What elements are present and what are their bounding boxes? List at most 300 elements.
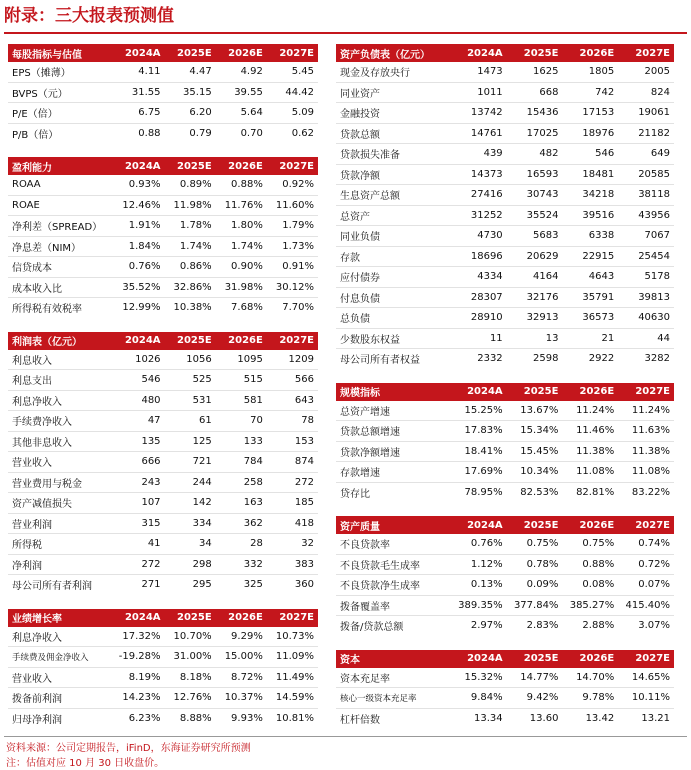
row-value: 35791 [562, 287, 618, 308]
row-label: 手续费及佣金净收入 [8, 647, 113, 668]
row-value: 9.78% [562, 688, 618, 709]
year-header: 2026E [562, 383, 618, 401]
row-value: 47 [113, 411, 164, 432]
row-label: ROAE [8, 195, 113, 216]
row-value: 31252 [451, 205, 507, 226]
row-value: 0.72% [618, 554, 674, 575]
row-label: 总负债 [336, 308, 451, 329]
row-value: 83.22% [631, 486, 670, 498]
table-row [336, 267, 674, 288]
table-row [8, 452, 318, 473]
row-value: 34 [165, 534, 216, 555]
year-header: 2025E [507, 383, 563, 401]
right-table-3 [336, 650, 674, 729]
table-row [336, 441, 674, 462]
row-label: P/E（倍） [8, 103, 113, 124]
row-value: 1095 [216, 350, 267, 370]
row-value: 0.78% [507, 554, 563, 575]
title-divider [4, 32, 687, 34]
row-label: 同业负债 [336, 226, 451, 247]
row-label: 营业费用与税金 [8, 472, 113, 493]
row-value: 28 [216, 534, 267, 555]
row-value: 21 [562, 328, 618, 349]
table-row [8, 62, 318, 82]
row-value: 4.47 [165, 62, 216, 82]
year-header: 2024A [113, 609, 164, 627]
table-row [8, 411, 318, 432]
row-value: 581 [216, 390, 267, 411]
row-value: 480 [113, 390, 164, 411]
year-header: 2025E [507, 44, 563, 62]
row-value: 272 [113, 554, 164, 575]
table-row [8, 647, 318, 668]
row-value: 82.81% [576, 486, 615, 498]
table-row [8, 627, 318, 647]
row-value: 27416 [451, 185, 507, 206]
row-value: 258 [216, 472, 267, 493]
row-value: 31.55 [113, 82, 164, 103]
row-value: 4334 [451, 267, 507, 288]
row-value: 9.42% [507, 688, 563, 709]
row-value: 546 [562, 144, 618, 165]
row-label: 所得税有效税率 [12, 304, 82, 316]
row-value: 666 [113, 452, 164, 473]
row-label: 拨备前利润 [8, 688, 113, 709]
row-value: 17025 [507, 123, 563, 144]
table-row [336, 575, 674, 596]
row-label: 资本充足率 [336, 668, 451, 688]
row-value: 1026 [113, 350, 164, 370]
year-header: 2025E [507, 650, 563, 668]
row-value: 0.88% [216, 175, 267, 195]
table-row [8, 236, 318, 257]
row-label: 母公司所有者利润 [12, 581, 92, 593]
row-value: 13.34 [474, 712, 503, 724]
row-label: 拨备/贷款总额 [340, 622, 404, 634]
row-value: 14.23% [113, 688, 164, 709]
table-row [8, 575, 318, 595]
row-value: 13.67% [507, 401, 563, 421]
row-value: 15.34% [507, 421, 563, 442]
year-header: 2024A [113, 332, 164, 350]
table-row [336, 554, 674, 575]
row-label: P/B（倍） [12, 129, 59, 141]
row-value: 721 [165, 452, 216, 473]
row-value: 13.60 [529, 712, 559, 724]
row-value: 2922 [588, 353, 615, 365]
year-header: 2026E [562, 650, 618, 668]
row-value: 418 [267, 513, 318, 534]
row-value: 1.74% [216, 236, 267, 257]
table-row [336, 401, 674, 421]
year-header: 2025E [165, 332, 216, 350]
table-header-row [8, 157, 318, 175]
row-label: 应付债券 [336, 267, 451, 288]
row-value: 32176 [507, 287, 563, 308]
row-label: 贷存比 [340, 488, 370, 500]
row-value: 515 [216, 370, 267, 391]
row-value: 25454 [618, 246, 674, 267]
row-label: 贷款净额增速 [336, 441, 451, 462]
table-row [336, 668, 674, 688]
row-value: 44.42 [267, 82, 318, 103]
row-value: 0.91% [267, 257, 318, 278]
table-header-row [8, 609, 318, 627]
row-value: 7.70% [282, 302, 314, 314]
row-value: 295 [192, 579, 212, 591]
row-value: 34218 [562, 185, 618, 206]
table-row [8, 298, 318, 318]
right-table-1 [336, 383, 674, 503]
row-value: 20629 [507, 246, 563, 267]
row-label: 净利差（SPREAD） [8, 216, 113, 237]
table-row [336, 349, 674, 369]
row-value: 643 [267, 390, 318, 411]
row-value: 0.13% [451, 575, 507, 596]
row-value: 22915 [562, 246, 618, 267]
row-value: 0.86% [165, 257, 216, 278]
row-label: 利息净收入 [8, 627, 113, 647]
table-row [336, 123, 674, 144]
row-value: 298 [165, 554, 216, 575]
row-value: 1.91% [113, 216, 164, 237]
row-label: 不良贷款率 [336, 534, 451, 554]
row-value: 531 [165, 390, 216, 411]
table-row [336, 226, 674, 247]
row-value: 5683 [507, 226, 563, 247]
table-gap [8, 318, 318, 332]
table-row [336, 421, 674, 442]
row-label: 同业资产 [336, 82, 451, 103]
row-value: 61 [165, 411, 216, 432]
table-row [8, 708, 318, 728]
year-header: 2024A [451, 650, 507, 668]
row-value: 107 [113, 493, 164, 514]
table-row [8, 257, 318, 278]
row-value: 668 [507, 82, 563, 103]
row-value: 0.79 [189, 127, 212, 139]
year-header: 2026E [216, 609, 267, 627]
row-value: 6.20 [165, 103, 216, 124]
table-row [8, 667, 318, 688]
row-value: 315 [113, 513, 164, 534]
row-value: 12.99% [122, 302, 161, 314]
row-value: 39.55 [216, 82, 267, 103]
table-row [8, 472, 318, 493]
row-value: 14.77% [507, 668, 563, 688]
left-table-1 [8, 157, 318, 318]
row-value: 11.24% [618, 401, 674, 421]
row-value: 5178 [618, 267, 674, 288]
row-value: 18696 [451, 246, 507, 267]
table-row [8, 390, 318, 411]
left-column [8, 44, 318, 728]
row-value: 9.93% [231, 712, 263, 724]
row-label: 归母净利润 [12, 714, 62, 726]
row-value: 12.46% [113, 195, 164, 216]
table-row [8, 554, 318, 575]
row-label: 利息收入 [8, 350, 113, 370]
row-value: 36573 [562, 308, 618, 329]
row-label: 利息净收入 [8, 390, 113, 411]
row-value: 15.25% [451, 401, 507, 421]
row-value: 10.11% [618, 688, 674, 709]
table-gap [336, 636, 674, 650]
left-table-2 [8, 332, 318, 595]
table-row [336, 164, 674, 185]
row-value: 14.70% [562, 668, 618, 688]
row-label: BVPS（元） [8, 82, 113, 103]
year-header: 2024A [451, 516, 507, 534]
year-header: 2024A [113, 44, 164, 62]
row-value: 13742 [451, 103, 507, 124]
year-header: 2026E [216, 44, 267, 62]
row-value: 5.64 [216, 103, 267, 124]
table-row [8, 431, 318, 452]
row-value: 20585 [618, 164, 674, 185]
row-label: 资产减值损失 [8, 493, 113, 514]
row-value: 243 [113, 472, 164, 493]
left-table-3 [8, 609, 318, 729]
row-value: 362 [216, 513, 267, 534]
table-row [336, 708, 674, 728]
left-table-0 [8, 44, 318, 143]
right-table-2 [336, 516, 674, 636]
row-value: 11.60% [267, 195, 318, 216]
row-value: 15.45% [507, 441, 563, 462]
row-value: 566 [267, 370, 318, 391]
row-value: 0.07% [618, 575, 674, 596]
row-value: 10.37% [216, 688, 267, 709]
table-gap [336, 369, 674, 383]
table-gap [8, 595, 318, 609]
table-row [336, 103, 674, 124]
row-value: 14373 [451, 164, 507, 185]
row-value: 11.98% [165, 195, 216, 216]
right-table-0 [336, 44, 674, 369]
row-value: 10.70% [165, 627, 216, 647]
row-value: 6.75 [113, 103, 164, 124]
row-value: 3.07% [638, 620, 670, 632]
year-header: 2027E [618, 516, 674, 534]
row-value: 35.15 [165, 82, 216, 103]
row-value: 9.29% [216, 627, 267, 647]
row-value: 11.08% [562, 462, 618, 483]
row-value: 10.81% [275, 712, 314, 724]
row-value: 163 [216, 493, 267, 514]
row-value: 32913 [507, 308, 563, 329]
row-label: 贷款损失准备 [336, 144, 451, 165]
row-value: 41 [113, 534, 164, 555]
table-header-row [336, 516, 674, 534]
row-value: 0.88% [562, 554, 618, 575]
row-value: 0.76% [451, 534, 507, 554]
footer-divider [4, 736, 687, 737]
row-value: 14.65% [618, 668, 674, 688]
row-value: 1.78% [165, 216, 216, 237]
table-row [336, 482, 674, 502]
row-label: 付息负债 [336, 287, 451, 308]
year-header: 2026E [216, 332, 267, 350]
table-row [8, 216, 318, 237]
row-value: 142 [165, 493, 216, 514]
row-value: 415.40% [618, 595, 674, 616]
row-value: 10.34% [507, 462, 563, 483]
row-value: 2332 [477, 353, 503, 365]
table-row [336, 616, 674, 636]
row-value: 14.59% [267, 688, 318, 709]
year-header: 2025E [507, 516, 563, 534]
table-title: 盈利能力 [8, 157, 113, 175]
row-label: 手续费净收入 [8, 411, 113, 432]
row-value: 8.19% [113, 667, 164, 688]
table-row [336, 308, 674, 329]
row-value: 0.75% [507, 534, 563, 554]
row-value: 11.24% [562, 401, 618, 421]
row-value: 17.69% [451, 462, 507, 483]
row-value: 439 [451, 144, 507, 165]
row-label: 贷款总额增速 [336, 421, 451, 442]
row-value: 28910 [451, 308, 507, 329]
row-value: 7067 [618, 226, 674, 247]
table-title: 资产质量 [336, 516, 451, 534]
year-header: 2026E [562, 516, 618, 534]
row-value: 17153 [562, 103, 618, 124]
table-row [8, 350, 318, 370]
row-value: 16593 [507, 164, 563, 185]
year-header: 2027E [267, 332, 318, 350]
row-value: 1.79% [267, 216, 318, 237]
row-value: 6.23% [128, 712, 161, 724]
row-value: 32 [267, 534, 318, 555]
year-header: 2024A [113, 157, 164, 175]
row-value: 0.62 [291, 127, 314, 139]
row-value: 11.49% [267, 667, 318, 688]
row-label: ROAA [8, 175, 113, 195]
row-label: 总资产 [336, 205, 451, 226]
table-row [8, 493, 318, 514]
year-header: 2026E [216, 157, 267, 175]
row-value: 13 [507, 328, 563, 349]
row-value: 7.68% [231, 302, 263, 314]
row-label: 信贷成本 [8, 257, 113, 278]
row-value: 1.74% [165, 236, 216, 257]
year-header: 2025E [165, 609, 216, 627]
row-value: 824 [618, 82, 674, 103]
table-row [336, 287, 674, 308]
table-row [336, 534, 674, 554]
row-value: 11.46% [562, 421, 618, 442]
row-value: 8.72% [216, 667, 267, 688]
row-label: 生息资产总额 [336, 185, 451, 206]
row-value: 360 [294, 579, 314, 591]
table-row [336, 205, 674, 226]
row-value: 334 [165, 513, 216, 534]
row-value: 11.38% [618, 441, 674, 462]
row-value: 1.84% [113, 236, 164, 257]
table-title: 业绩增长率 [8, 609, 113, 627]
row-label: 拨备覆盖率 [336, 595, 451, 616]
row-value: 383 [267, 554, 318, 575]
row-value: 28307 [451, 287, 507, 308]
row-value: 5.45 [267, 62, 318, 82]
table-row [336, 328, 674, 349]
row-label: 营业利润 [8, 513, 113, 534]
year-header: 2025E [165, 157, 216, 175]
page-title: 附录：三大报表预测值 [4, 6, 174, 26]
year-header: 2027E [618, 44, 674, 62]
row-value: 0.09% [507, 575, 563, 596]
row-value: 13.42 [585, 712, 615, 724]
table-row [336, 688, 674, 709]
row-value: 18.41% [451, 441, 507, 462]
row-value: 2598 [532, 353, 559, 365]
row-value: 10.73% [267, 627, 318, 647]
row-value: 0.08% [562, 575, 618, 596]
row-value: 153 [267, 431, 318, 452]
table-row [336, 246, 674, 267]
row-value: 1056 [165, 350, 216, 370]
table-row [336, 62, 674, 82]
row-value: 15.00% [216, 647, 267, 668]
row-value: 3282 [644, 353, 670, 365]
row-value: 1.80% [216, 216, 267, 237]
row-value: -19.28% [113, 647, 164, 668]
row-value: 35.52% [113, 277, 164, 298]
table-row [8, 103, 318, 124]
row-value: 35524 [507, 205, 563, 226]
row-value: 19061 [618, 103, 674, 124]
table-row [8, 123, 318, 143]
year-header: 2027E [267, 44, 318, 62]
row-label: 贷款总额 [336, 123, 451, 144]
row-value: 546 [113, 370, 164, 391]
row-value: 1805 [562, 62, 618, 82]
valuation-note: 注：估值对应 10 月 30 日收盘价。 [6, 758, 165, 769]
table-title: 每股指标与估值 [8, 44, 113, 62]
row-value: 332 [216, 554, 267, 575]
row-value: 271 [141, 579, 161, 591]
year-header: 2026E [562, 44, 618, 62]
row-value: 11.09% [267, 647, 318, 668]
row-value: 21182 [618, 123, 674, 144]
row-value: 39516 [562, 205, 618, 226]
row-value: 10.38% [173, 302, 212, 314]
row-value: 0.89% [165, 175, 216, 195]
row-value: 11.38% [562, 441, 618, 462]
row-value: 133 [216, 431, 267, 452]
row-label: 金融投资 [336, 103, 451, 124]
row-value: 4.11 [113, 62, 164, 82]
row-value: 11.76% [216, 195, 267, 216]
table-row [336, 82, 674, 103]
row-label: 母公司所有者权益 [340, 355, 420, 367]
row-value: 0.74% [618, 534, 674, 554]
table-row [8, 277, 318, 298]
row-label: 营业收入 [8, 452, 113, 473]
row-value: 4730 [451, 226, 507, 247]
table-row [8, 688, 318, 709]
year-header: 2027E [267, 609, 318, 627]
row-value: 78 [267, 411, 318, 432]
table-row [336, 185, 674, 206]
year-header: 2027E [618, 383, 674, 401]
row-value: 649 [618, 144, 674, 165]
row-value: 70 [216, 411, 267, 432]
row-value: 6338 [562, 226, 618, 247]
row-value: 17.83% [451, 421, 507, 442]
row-value: 44 [618, 328, 674, 349]
